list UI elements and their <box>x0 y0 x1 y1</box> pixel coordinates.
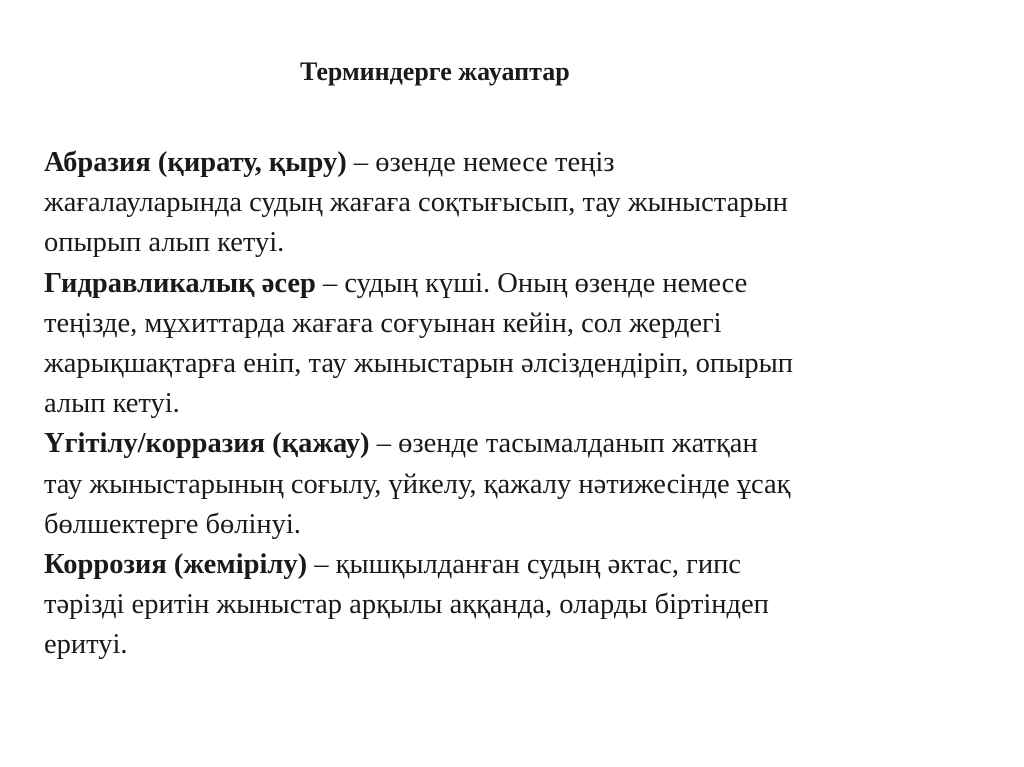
definition-text: – судың күші. Оның өзенде немесе <box>315 267 748 299</box>
term-hydraulic-action: Гидравликалық әсер <box>44 267 316 299</box>
definition-line: жарықшақтарға еніп, тау жыныстарын әлсіздендіріп, опырып <box>44 348 793 380</box>
definition-abrasion <box>44 143 1004 264</box>
term-corrosion: Коррозия (жемірілу) <box>44 549 308 581</box>
definition-text: – қышқылданған судың әктас, гипс <box>307 549 741 581</box>
definition-line: опырып алып кетуі. <box>44 227 285 259</box>
definition-line: теңізде, мұхиттарда жағаға соғуынан кейін, сол жердегі <box>44 307 722 339</box>
definition-line: тау жыныстарының соғылу, үйкелу, қажалу нәтижесінде ұсақ <box>44 468 791 500</box>
definition-corrosion <box>44 545 1004 666</box>
definition-line: еритуі. <box>44 629 128 661</box>
definition-text: – өзенде тасымалданып жатқан <box>369 428 758 460</box>
definition-line: алып кетуі. <box>44 388 180 420</box>
definition-line <box>44 143 1004 183</box>
definition-line: тәрізді еритін жыныстар арқылы аққанда, оларды біртіндеп <box>44 589 769 621</box>
definition-hydraulic-action <box>44 264 1004 425</box>
definition-line <box>44 264 1004 304</box>
term-abrasion: Абразия (қирату, қыру) <box>44 147 347 178</box>
definition-line: бөлшектерге бөлінуі. <box>44 508 301 540</box>
definition-line <box>44 545 1004 585</box>
definition-line <box>44 424 1004 464</box>
slide-title: Терминдерге жауаптар <box>300 57 570 86</box>
term-attrition-corrasion: Үгітілу/корразия (қажау) <box>44 428 370 460</box>
definition-attrition-corrasion <box>44 424 1004 545</box>
definition-line: жағалауларында судың жағаға соқтығысып, тау жыныстарын <box>44 187 788 219</box>
definition-text: – өзенде немесе теңіз <box>346 147 615 178</box>
definitions-list <box>44 143 1004 666</box>
